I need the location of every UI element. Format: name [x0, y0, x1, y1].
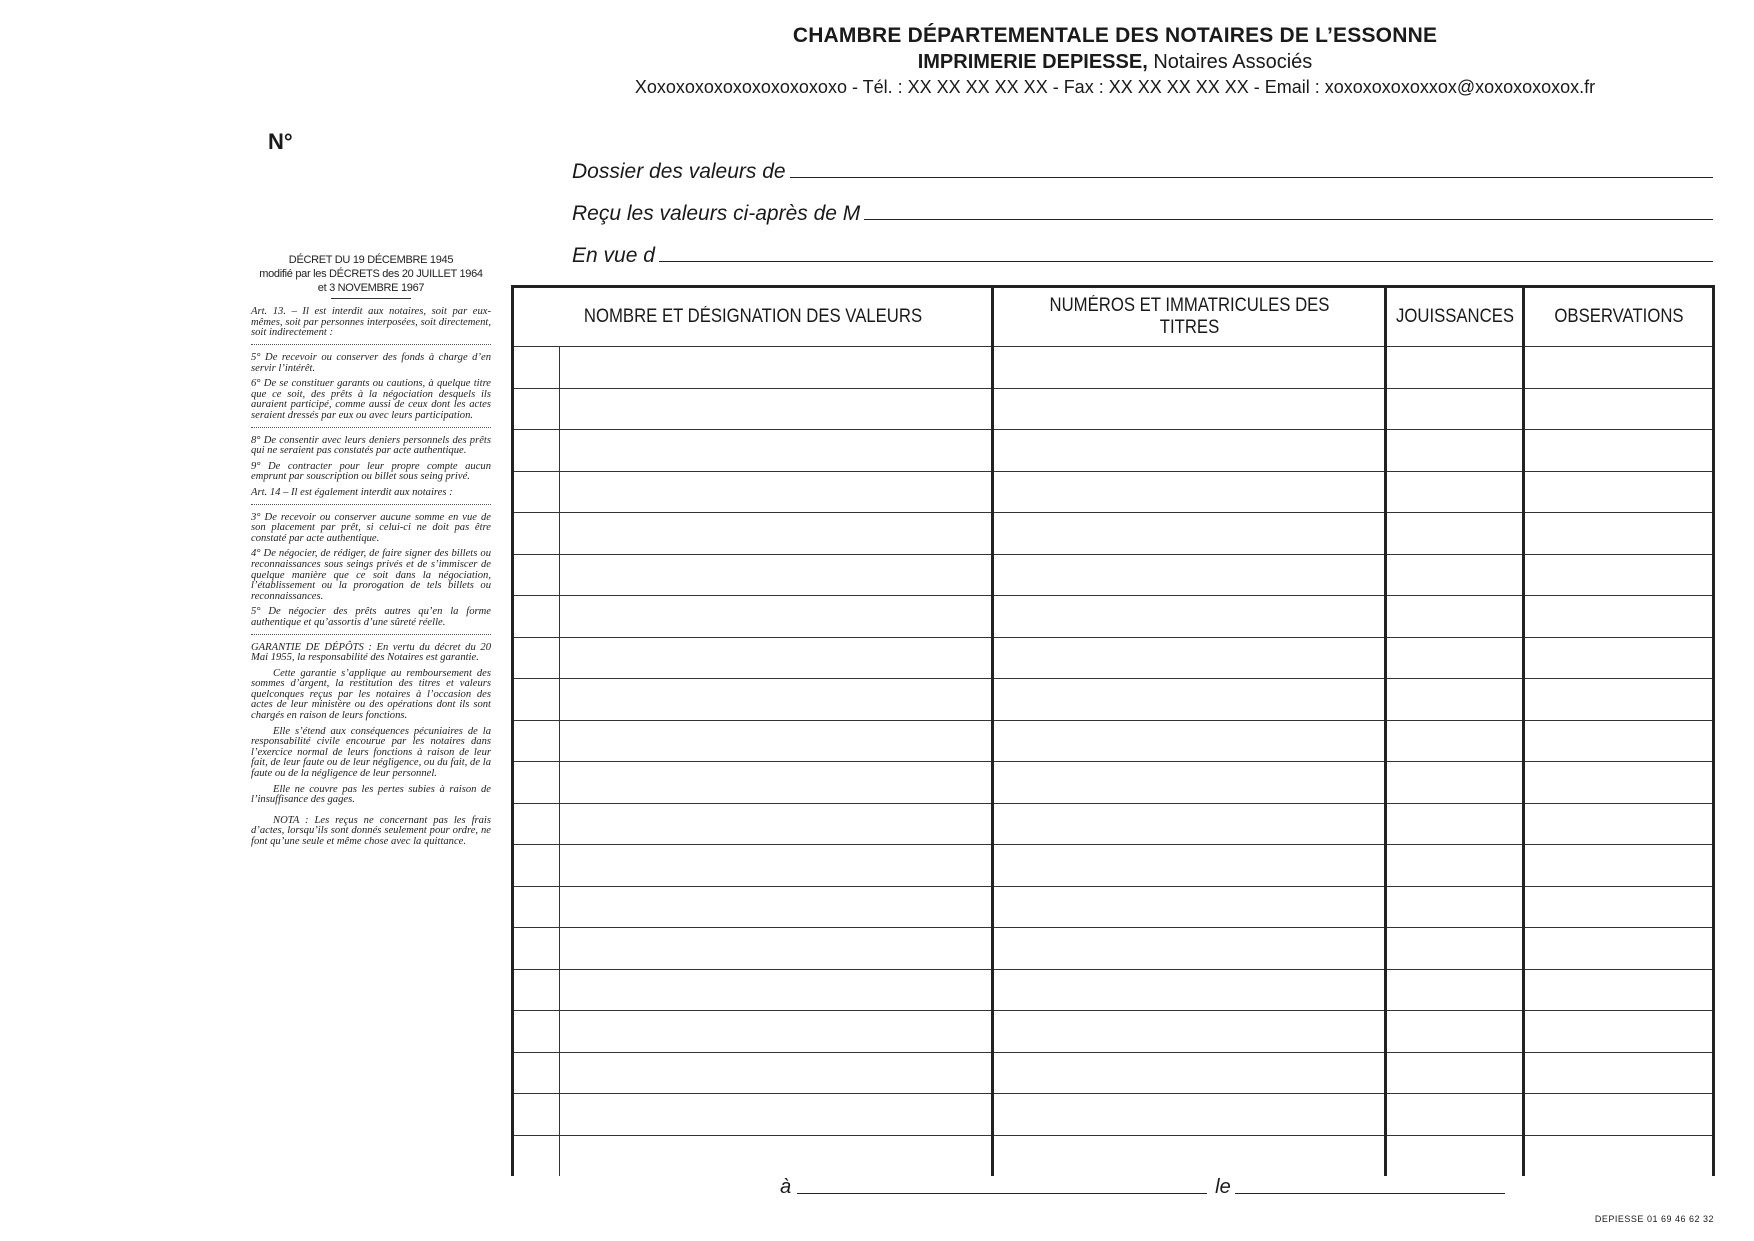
numeros-cell[interactable]: [993, 388, 1386, 430]
numeros-cell[interactable]: [993, 1094, 1386, 1136]
printer-name: IMPRIMERIE DEPIESSE,: [917, 51, 1148, 73]
jouissances-cell[interactable]: [1386, 596, 1524, 638]
numeros-cell[interactable]: [993, 679, 1386, 721]
jouissances-cell[interactable]: [1386, 637, 1524, 679]
quantity-cell[interactable]: [513, 388, 560, 430]
designation-cell[interactable]: [560, 845, 993, 887]
jouissances-cell[interactable]: [1386, 720, 1524, 762]
observations-cell[interactable]: [1524, 720, 1714, 762]
observations-cell[interactable]: [1524, 886, 1714, 928]
jouissances-cell[interactable]: [1386, 886, 1524, 928]
table-row: [513, 637, 1714, 679]
table-row: [513, 720, 1714, 762]
column-header-label: NUMÉROS ET IMMATRICULES DES TITRES: [1049, 295, 1329, 338]
table-row: [513, 762, 1714, 804]
table-row: [513, 1052, 1714, 1094]
table-row: [513, 554, 1714, 596]
observations-cell[interactable]: [1524, 1011, 1714, 1053]
paragraph: 9° De contracter pour leur propre compte aucun emprunt par souscription ou billet sous seing privé.: [251, 460, 491, 483]
table-row: [513, 679, 1714, 721]
table-row: [513, 1094, 1714, 1136]
jouissances-cell[interactable]: [1386, 1135, 1524, 1176]
en-vue-line[interactable]: [659, 260, 1713, 262]
table-row: [513, 513, 1714, 555]
table-row: [513, 347, 1714, 389]
quantity-cell[interactable]: [513, 596, 560, 638]
quantity-cell[interactable]: [513, 679, 560, 721]
numeros-cell[interactable]: [993, 554, 1386, 596]
numeros-cell[interactable]: [993, 845, 1386, 887]
table-row: [513, 845, 1714, 887]
date-line[interactable]: [1235, 1192, 1505, 1194]
quantity-cell[interactable]: [513, 720, 560, 762]
paragraph: 6° De se constituer garants ou cautions, à quelque titre que ce soit, des prêts à la négociation desquels ils auraient participé, comme aussi de ceux dont les actes seraient dressés par eux ou avec leurs participation.: [251, 378, 491, 421]
paragraph: 4° De négocier, de rédiger, de faire signer des billets ou reconnaissances sous seings privés et de s’immiscer de quelque manière que ce soit dans la négociation, l’établissement ou la prorogation de tels billets ou reconnaissances.: [251, 548, 491, 602]
quantity-cell[interactable]: [513, 1052, 560, 1094]
numeros-cell[interactable]: [993, 637, 1386, 679]
observations-cell[interactable]: [1524, 596, 1714, 638]
decree-line: et 3 NOVEMBRE 1967: [317, 281, 425, 294]
quantity-cell[interactable]: [513, 1135, 560, 1176]
observations-cell[interactable]: [1524, 1135, 1714, 1176]
numeros-cell[interactable]: [993, 596, 1386, 638]
column-header-label: JOUISSANCES: [1395, 306, 1514, 327]
quantity-cell[interactable]: [513, 928, 560, 970]
jouissances-cell[interactable]: [1386, 1094, 1524, 1136]
observations-cell[interactable]: [1524, 969, 1714, 1011]
column-header-numeros: [1016, 287, 1362, 347]
guarantee-paragraph: Elle s’étend aux conséquences pécuniaires de la responsabilité civile encourue par les notaires dans l’exercice normal de leurs fonctions à raison de leur fait, de leur faute ou de leur négligence, ou du fait, de la faute ou de la négligence de leur personnel.: [251, 725, 491, 780]
observations-cell[interactable]: [1524, 430, 1714, 472]
dotted-divider: [251, 634, 491, 635]
dotted-divider: [251, 344, 491, 345]
recu-label: Reçu les valeurs ci-après de M: [572, 202, 861, 225]
numeros-cell[interactable]: [993, 1135, 1386, 1176]
observations-cell[interactable]: [1524, 803, 1714, 845]
jouissances-cell[interactable]: [1386, 513, 1524, 555]
place-line[interactable]: [797, 1192, 1207, 1194]
numeros-cell[interactable]: [993, 969, 1386, 1011]
dossier-line[interactable]: [790, 176, 1713, 178]
observations-cell[interactable]: [1524, 1052, 1714, 1094]
designation-cell[interactable]: [560, 513, 993, 555]
numeros-cell[interactable]: [993, 762, 1386, 804]
recu-line[interactable]: [864, 218, 1713, 220]
column-header-designation: [541, 287, 963, 347]
article-14: Art. 14 – Il est également interdit aux notaires :: [251, 486, 453, 498]
numeros-cell[interactable]: [993, 430, 1386, 472]
receipt-number-label: N°: [268, 129, 293, 154]
legal-sidebar: [251, 254, 491, 853]
observations-cell[interactable]: [1524, 347, 1714, 389]
guarantee-paragraph: Cette garantie s’applique au remboursement des sommes d’argent, la restitution des titres et valeurs quelconques reçus par les notaires à l’occasion des actes de leur ministère ou des opérations dont ils sont chargés en raison de leurs fonctions.: [251, 667, 491, 722]
recu-field[interactable]: [572, 202, 1713, 226]
designation-cell[interactable]: [560, 554, 993, 596]
column-header-label: NOMBRE ET DÉSIGNATION DES VALEURS: [583, 306, 922, 327]
decree-line: modifié par les DÉCRETS des 20 JUILLET 1964: [259, 267, 483, 280]
jouissances-cell[interactable]: [1386, 969, 1524, 1011]
a-label: à: [780, 1176, 792, 1198]
table-row: [513, 388, 1714, 430]
observations-cell[interactable]: [1524, 679, 1714, 721]
quantity-cell[interactable]: [513, 845, 560, 887]
header-printer-line: [520, 51, 1710, 74]
jouissances-cell[interactable]: [1386, 1052, 1524, 1094]
jouissances-cell[interactable]: [1386, 1011, 1524, 1053]
jouissances-cell[interactable]: [1386, 388, 1524, 430]
numeros-cell[interactable]: [993, 803, 1386, 845]
table-row: [513, 928, 1714, 970]
paragraph: 5° De négocier des prêts autres qu’en la forme authentique et qu’assortis d’une sûreté réelle.: [251, 606, 491, 628]
numeros-cell[interactable]: [993, 720, 1386, 762]
jouissances-cell[interactable]: [1386, 762, 1524, 804]
en-vue-label: En vue d: [572, 244, 655, 267]
place-date-line: [780, 1176, 1515, 1199]
numeros-cell[interactable]: [993, 886, 1386, 928]
table-header-row: [513, 287, 1714, 347]
numeros-cell[interactable]: [993, 471, 1386, 513]
decree-heading: [251, 254, 491, 295]
quantity-cell[interactable]: [513, 347, 560, 389]
designation-cell[interactable]: [560, 347, 993, 389]
designation-cell[interactable]: [560, 637, 993, 679]
table-row: [513, 596, 1714, 638]
divider: [331, 298, 411, 299]
quantity-cell[interactable]: [513, 762, 560, 804]
jouissances-cell[interactable]: [1386, 803, 1524, 845]
table-row: [513, 1011, 1714, 1053]
table-row: [513, 471, 1714, 513]
jouissances-cell[interactable]: [1386, 928, 1524, 970]
column-header-label: OBSERVATIONS: [1553, 306, 1684, 327]
dossier-label: Dossier des valeurs de: [572, 160, 786, 183]
values-table: [511, 285, 1715, 1176]
header-contact-line: Xoxoxoxoxoxoxoxoxoxoxo - Tél. : XX XX XX XX XX - Fax : XX XX XX XX XX - Email : xoxoxoxoxoxxox@xoxoxoxoxox.fr: [634, 77, 1596, 97]
printer-suffix: Notaires Associés: [1147, 51, 1313, 73]
header-title: CHAMBRE DÉPARTEMENTALE DES NOTAIRES DE L’ESSONNE: [792, 24, 1438, 47]
quantity-cell[interactable]: [513, 969, 560, 1011]
observations-cell[interactable]: [1524, 388, 1714, 430]
observations-cell[interactable]: [1524, 513, 1714, 555]
designation-cell[interactable]: [560, 1052, 993, 1094]
designation-cell[interactable]: [560, 803, 993, 845]
table-row: [513, 1135, 1714, 1176]
designation-cell[interactable]: [560, 430, 993, 472]
designation-cell[interactable]: [560, 969, 993, 1011]
paragraph: 3° De recevoir ou conserver aucune somme en vue de son placement par prêt, si celui-ci ne doit pas être constaté par acte authentique.: [251, 511, 491, 544]
designation-cell[interactable]: [560, 928, 993, 970]
jouissances-cell[interactable]: [1386, 430, 1524, 472]
jouissances-cell[interactable]: [1386, 845, 1524, 887]
dotted-divider: [251, 427, 491, 428]
observations-cell[interactable]: [1524, 471, 1714, 513]
table-row: [513, 969, 1714, 1011]
quantity-cell[interactable]: [513, 513, 560, 555]
nota-paragraph: NOTA : Les reçus ne concernant pas les frais d’actes, lorsqu’ils sont donnés seulement pour ordre, ne font qu’une seule et même chose avec la quittance.: [251, 814, 491, 847]
designation-cell[interactable]: [560, 1135, 993, 1176]
observations-cell[interactable]: [1524, 845, 1714, 887]
numeros-cell[interactable]: [993, 928, 1386, 970]
printer-credit: DEPIESSE 01 69 46 62 32: [1594, 1214, 1714, 1224]
column-header-jouissances: [1394, 287, 1515, 347]
observations-cell[interactable]: [1524, 928, 1714, 970]
paragraph: 8° De consentir avec leurs deniers personnels des prêts qui ne seraient pas constatés par acte authentique.: [251, 434, 491, 457]
paragraph: 5° De recevoir ou conserver des fonds à charge d’en servir l’intérêt.: [251, 352, 491, 374]
designation-cell[interactable]: [560, 1094, 993, 1136]
observations-cell[interactable]: [1524, 1094, 1714, 1136]
designation-cell[interactable]: [560, 471, 993, 513]
column-header-observations: [1535, 287, 1702, 347]
jouissances-cell[interactable]: [1386, 471, 1524, 513]
en-vue-field[interactable]: [572, 244, 1713, 268]
table-row: [513, 886, 1714, 928]
quantity-cell[interactable]: [513, 1094, 560, 1136]
observations-cell[interactable]: [1524, 762, 1714, 804]
dotted-divider: [251, 504, 491, 505]
dossier-field[interactable]: [572, 160, 1713, 184]
designation-cell[interactable]: [560, 388, 993, 430]
guarantee-paragraph: Elle ne couvre pas les pertes subies à raison de l’insuffisance des gages.: [251, 783, 491, 806]
numeros-cell[interactable]: [993, 1052, 1386, 1094]
quantity-cell[interactable]: [513, 554, 560, 596]
le-label: le: [1215, 1176, 1231, 1198]
numeros-cell[interactable]: [993, 1011, 1386, 1053]
quantity-cell[interactable]: [513, 637, 560, 679]
guarantee-paragraph: GARANTIE DE DÉPÔTS : En vertu du décret du 20 Mai 1955, la responsabilité des Notaires est garantie.: [251, 641, 491, 664]
article-13: Art. 13. – Il est interdit aux notaires, soit par eux-mêmes, soit par personnes interposées, soit directement, soit indirectement :: [251, 306, 491, 339]
quantity-cell[interactable]: [513, 430, 560, 472]
numeros-cell[interactable]: [993, 513, 1386, 555]
quantity-cell[interactable]: [513, 471, 560, 513]
observations-cell[interactable]: [1524, 637, 1714, 679]
jouissances-cell[interactable]: [1386, 554, 1524, 596]
table-row: [513, 430, 1714, 472]
designation-cell[interactable]: [560, 720, 993, 762]
jouissances-cell[interactable]: [1386, 679, 1524, 721]
quantity-cell[interactable]: [513, 803, 560, 845]
jouissances-cell[interactable]: [1386, 347, 1524, 389]
observations-cell[interactable]: [1524, 554, 1714, 596]
designation-cell[interactable]: [560, 679, 993, 721]
table-row: [513, 803, 1714, 845]
quantity-cell[interactable]: [513, 886, 560, 928]
numeros-cell[interactable]: [993, 347, 1386, 389]
designation-cell[interactable]: [560, 886, 993, 928]
decree-line: DÉCRET DU 19 DÉCEMBRE 1945: [288, 254, 454, 266]
designation-cell[interactable]: [560, 596, 993, 638]
quantity-cell[interactable]: [513, 1011, 560, 1053]
designation-cell[interactable]: [560, 762, 993, 804]
designation-cell[interactable]: [560, 1011, 993, 1053]
